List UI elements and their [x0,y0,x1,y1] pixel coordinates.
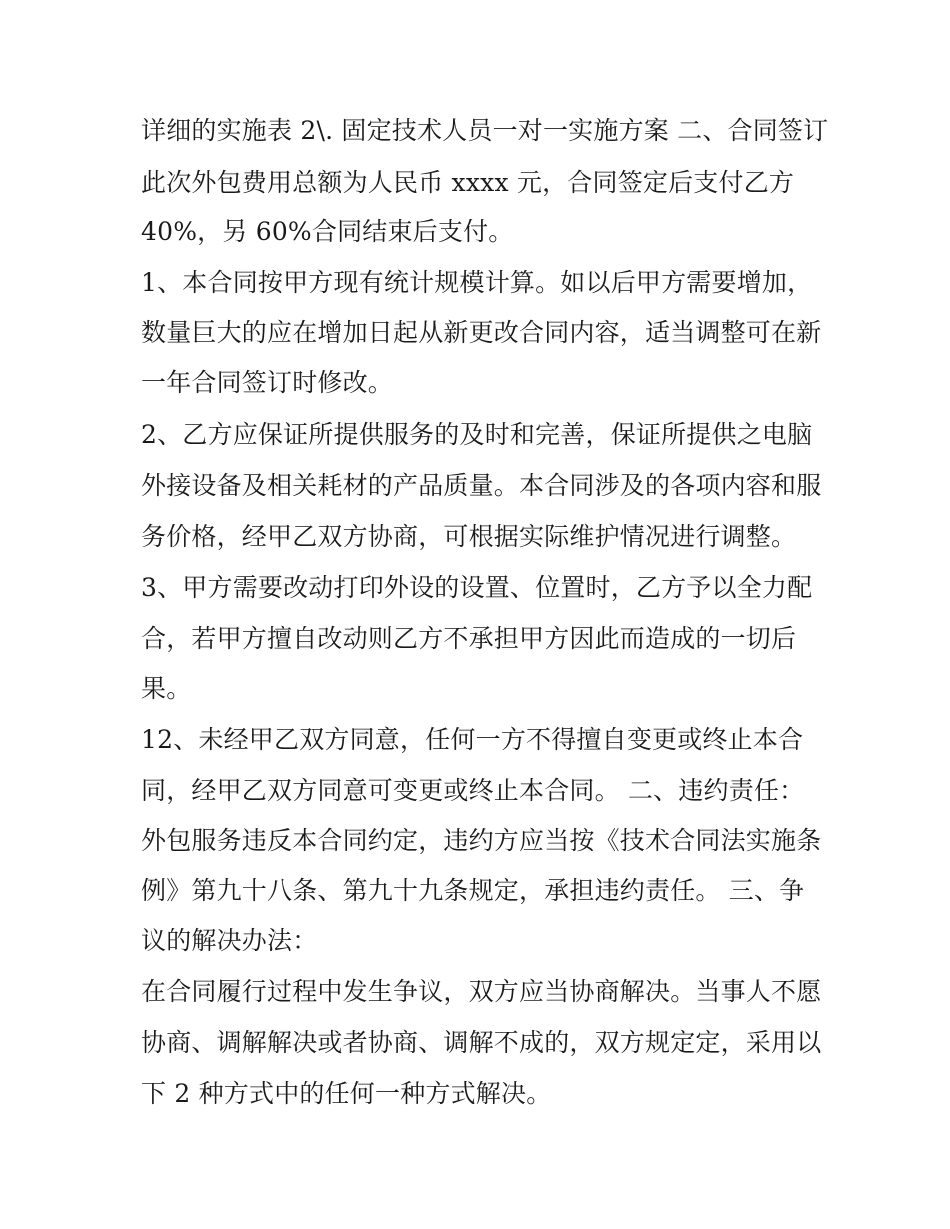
text-line: 合，若甲方擅自改动则乙方不承担甲方因此而造成的一切后 [141,624,797,653]
text-line: 果。 [141,674,192,703]
text-line: 协商、调解解决或者协商、调解不成的，双方规定定，采用以 [141,1028,822,1057]
text-line: 在合同履行过程中发生争议，双方应当协商解决。当事人不愿 [141,977,822,1006]
text-line: 例》第九十八条、第九十九条规定，承担违约责任。 三、争 [141,876,805,905]
text-line: 一年合同签订时修改。 [141,368,394,397]
text-line: 2、乙方应保证所提供服务的及时和完善，保证所提供之电脑 [141,420,813,449]
text-line: 务价格，经甲乙双方协商，可根据实际维护情况进行调整。 [141,522,797,551]
text-line: 此次外包费用总额为人民币 xxxx 元，合同签定后支付乙方 [141,168,795,197]
text-line: 3、甲方需要改动打印外设的设置、位置时，乙方予以全力配 [141,573,813,602]
text-line: 外接设备及相关耗材的产品质量。本合同涉及的各项内容和服 [141,471,822,500]
text-line: 40%，另 60%合同结束后支付。 [141,217,514,246]
text-line: 下 2 种方式中的任何一种方式解决。 [141,1079,552,1108]
text-line: 外包服务违反本合同约定，违约方应当按《技术合同法实施条 [141,826,822,855]
text-line: 议的解决办法： [141,926,318,955]
text-line: 12、未经甲乙双方同意，任何一方不得擅自变更或终止本合 [141,725,804,754]
text-line: 1、本合同按甲方现有统计规模计算。如以后甲方需要增加， [141,268,813,297]
text-line: 同，经甲乙双方同意可变更或终止本合同。 二、违约责任： [141,776,805,805]
text-line: 详细的实施表 2\. 固定技术人员一对一实施方案 二、合同签订 [141,116,829,145]
text-line: 数量巨大的应在增加日起从新更改合同内容，适当调整可在新 [141,318,822,347]
